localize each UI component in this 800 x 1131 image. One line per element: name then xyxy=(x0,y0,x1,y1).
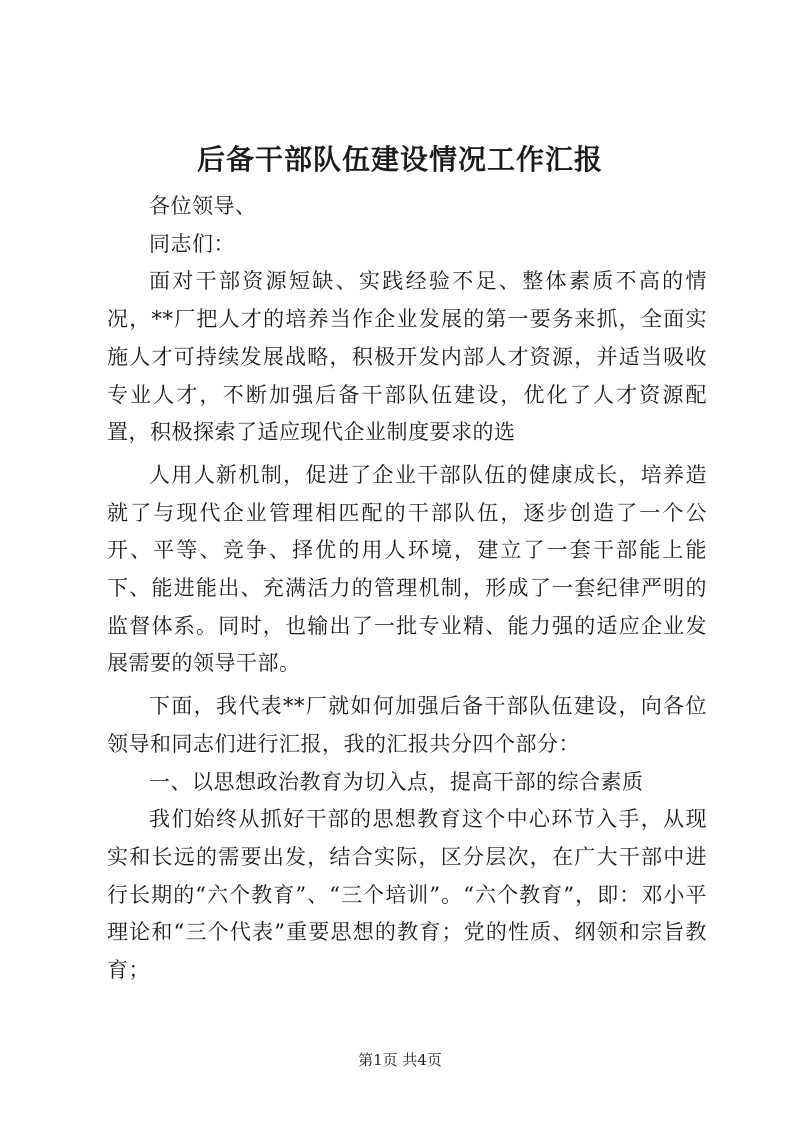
salutation-leaders: 各位领导、 xyxy=(149,194,257,218)
page-number-footer: 第1页 共4页 xyxy=(358,1051,442,1069)
paragraph-intro: 面对干部资源短缺、实践经验不足、整体素质不高的情况，**厂把人才的培养当作企业发展的第一要务来抓，全面实施人才可持续发展战略，积极开发内部人才资源，并适当吸收专业人才，不断加强后备干部队伍建设，优化了人才资源配置，积极探索了适应现代企业制度要求的选 xyxy=(107,269,707,445)
paragraph-mechanism: 人用人新机制，促进了企业干部队伍的健康成长，培养造就了与现代企业管理相匹配的干部队伍，逐步创造了一个公开、平等、竞争、择优的用人环境，建立了一套干部能上能下、能进能出、充满活力的管理机制，形成了一套纪律严明的监督体系。同时，也输出了一批专业精、能力强的适应企业发展需要的领导干部。 xyxy=(107,462,707,676)
document-title: 后备干部队伍建设情况工作汇报 xyxy=(196,143,603,176)
salutation-comrades: 同志们： xyxy=(149,231,235,256)
section-heading-1: 一、以思想政治教育为切入点，提高干部的综合素质 xyxy=(149,769,644,794)
paragraph-report-outline: 下面，我代表**厂就如何加强后备干部队伍建设，向各位领导和同志们进行汇报，我的汇报共分四个部分： xyxy=(107,694,707,756)
document-body xyxy=(107,188,707,990)
paragraph-education: 我们始终从抓好干部的思想教育这个中心环节入手，从现实和长远的需要出发，结合实际，区分层次，在广大干部中进行长期的“六个教育”、“三个培训”。“六个教育”，即：邓小平理论和“三个代表”重要思想的教育；党的性质、纲领和宗旨教育； xyxy=(107,807,707,983)
